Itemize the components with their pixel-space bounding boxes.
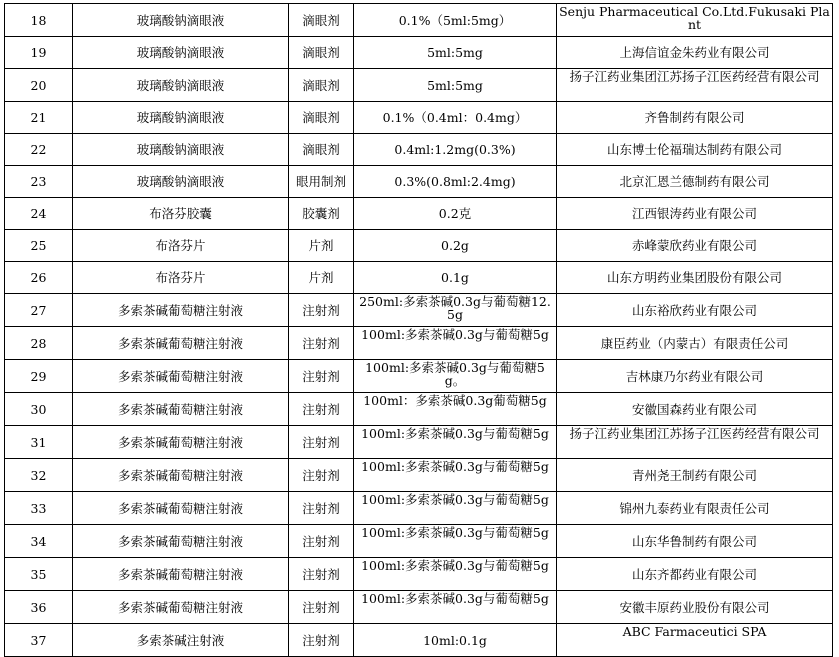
specification-cell: 10ml:0.1g [354,624,557,657]
company-cell: 青州尧王制药有限公司 [557,459,833,492]
table-row [5,591,833,624]
drug-name-cell: 多索茶碱葡萄糖注射液 [73,294,289,327]
row-number-cell: 18 [5,4,73,37]
table-row [5,198,833,230]
specification-cell: 100ml:多索茶碱0.3g与葡萄糖5g [354,426,557,459]
drug-name-cell: 多索茶碱葡萄糖注射液 [73,360,289,393]
dosage-form-cell: 滴眼剂 [289,102,354,134]
drug-name-cell: 多索茶碱葡萄糖注射液 [73,426,289,459]
table-row [5,492,833,525]
specification-cell: 100ml:多索茶碱0.3g与葡萄糖5g [354,492,557,525]
specification-cell: 0.4ml:1.2mg(0.3%) [354,134,557,166]
company-cell: 扬子江药业集团江苏扬子江医药经营有限公司 [557,69,833,102]
specification-cell: 100ml:多索茶碱0.3g与葡萄糖5g [354,591,557,624]
company-cell: 山东裕欣药业有限公司 [557,294,833,327]
dosage-form-cell: 片剂 [289,230,354,262]
row-number-cell: 28 [5,327,73,360]
row-number-cell: 30 [5,393,73,426]
specification-cell: 100ml：多索茶碱0.3g葡萄糖5g [354,393,557,426]
company-cell: Senju Pharmaceutical Co.Ltd.Fukusaki Plant [557,4,833,37]
company-cell: 安徽国森药业有限公司 [557,393,833,426]
table-row [5,459,833,492]
row-number-cell: 29 [5,360,73,393]
dosage-form-cell: 滴眼剂 [289,69,354,102]
row-number-cell: 36 [5,591,73,624]
company-cell: 锦州九泰药业有限责任公司 [557,492,833,525]
specification-cell: 0.2g [354,230,557,262]
dosage-form-cell: 注射剂 [289,492,354,525]
company-cell: 山东方明药业集团股份有限公司 [557,262,833,294]
specification-cell: 5ml:5mg [354,69,557,102]
table-row [5,393,833,426]
company-cell: 北京汇恩兰德制药有限公司 [557,166,833,198]
dosage-form-cell: 滴眼剂 [289,37,354,69]
dosage-form-cell: 注射剂 [289,327,354,360]
drug-name-cell: 玻璃酸钠滴眼液 [73,69,289,102]
drug-name-cell: 多索茶碱葡萄糖注射液 [73,492,289,525]
drug-name-cell: 多索茶碱葡萄糖注射液 [73,327,289,360]
specification-cell: 0.1%（5ml:5mg） [354,4,557,37]
company-cell: 安徽丰原药业股份有限公司 [557,591,833,624]
row-number-cell: 22 [5,134,73,166]
company-cell: ABC Farmaceutici SPA [557,624,833,657]
table-row [5,230,833,262]
company-cell: 江西银涛药业有限公司 [557,198,833,230]
drug-name-cell: 多索茶碱葡萄糖注射液 [73,525,289,558]
dosage-form-cell: 注射剂 [289,360,354,393]
drug-name-cell: 玻璃酸钠滴眼液 [73,134,289,166]
drug-name-cell: 玻璃酸钠滴眼液 [73,4,289,37]
specification-cell: 100ml:多索茶碱0.3g与葡萄糖5g [354,525,557,558]
table-row [5,294,833,327]
table-row [5,69,833,102]
drug-name-cell: 多索茶碱葡萄糖注射液 [73,393,289,426]
drug-name-cell: 多索茶碱葡萄糖注射液 [73,591,289,624]
specification-cell: 0.2克 [354,198,557,230]
dosage-form-cell: 注射剂 [289,624,354,657]
row-number-cell: 32 [5,459,73,492]
dosage-form-cell: 滴眼剂 [289,4,354,37]
row-number-cell: 24 [5,198,73,230]
specification-cell: 100ml:多索茶碱0.3g与葡萄糖5g [354,558,557,591]
drug-name-cell: 多索茶碱葡萄糖注射液 [73,558,289,591]
company-cell: 山东齐都药业有限公司 [557,558,833,591]
table-row [5,558,833,591]
dosage-form-cell: 注射剂 [289,459,354,492]
specification-cell: 5ml:5mg [354,37,557,69]
table-row [5,134,833,166]
specification-cell: 0.1%（0.4ml：0.4mg） [354,102,557,134]
row-number-cell: 21 [5,102,73,134]
table-row [5,426,833,459]
row-number-cell: 37 [5,624,73,657]
row-number-cell: 19 [5,37,73,69]
drug-list-table [4,3,833,657]
row-number-cell: 34 [5,525,73,558]
specification-cell: 0.1g [354,262,557,294]
company-cell: 齐鲁制药有限公司 [557,102,833,134]
specification-cell: 100ml:多索茶碱0.3g与葡萄糖5g [354,459,557,492]
table-row [5,4,833,37]
dosage-form-cell: 片剂 [289,262,354,294]
dosage-form-cell: 胶囊剂 [289,198,354,230]
company-cell: 山东华鲁制药有限公司 [557,525,833,558]
row-number-cell: 20 [5,69,73,102]
specification-cell: 250ml:多索茶碱0.3g与葡萄糖12.5g [354,294,557,327]
row-number-cell: 31 [5,426,73,459]
specification-cell: 100ml:多索茶碱0.3g与葡萄糖5g。 [354,360,557,393]
row-number-cell: 26 [5,262,73,294]
specification-cell: 0.3%(0.8ml:2.4mg) [354,166,557,198]
drug-name-cell: 玻璃酸钠滴眼液 [73,102,289,134]
dosage-form-cell: 注射剂 [289,558,354,591]
table-row [5,102,833,134]
dosage-form-cell: 注射剂 [289,525,354,558]
row-number-cell: 23 [5,166,73,198]
company-cell: 吉林康乃尔药业有限公司 [557,360,833,393]
dosage-form-cell: 滴眼剂 [289,134,354,166]
drug-name-cell: 玻璃酸钠滴眼液 [73,37,289,69]
drug-name-cell: 玻璃酸钠滴眼液 [73,166,289,198]
dosage-form-cell: 注射剂 [289,393,354,426]
table-body [5,4,833,657]
row-number-cell: 33 [5,492,73,525]
dosage-form-cell: 注射剂 [289,426,354,459]
dosage-form-cell: 注射剂 [289,591,354,624]
table-row [5,262,833,294]
table-row [5,360,833,393]
drug-name-cell: 多索茶碱注射液 [73,624,289,657]
row-number-cell: 35 [5,558,73,591]
company-cell: 上海信谊金朱药业有限公司 [557,37,833,69]
drug-name-cell: 布洛芬片 [73,262,289,294]
company-cell: 扬子江药业集团江苏扬子江医药经营有限公司 [557,426,833,459]
table-row [5,37,833,69]
dosage-form-cell: 眼用制剂 [289,166,354,198]
specification-cell: 100ml:多索茶碱0.3g与葡萄糖5g [354,327,557,360]
company-cell: 康臣药业（内蒙古）有限责任公司 [557,327,833,360]
row-number-cell: 27 [5,294,73,327]
drug-name-cell: 布洛芬胶囊 [73,198,289,230]
company-cell: 山东博士伦福瑞达制药有限公司 [557,134,833,166]
drug-name-cell: 布洛芬片 [73,230,289,262]
company-cell: 赤峰蒙欣药业有限公司 [557,230,833,262]
drug-name-cell: 多索茶碱葡萄糖注射液 [73,459,289,492]
table-row [5,327,833,360]
table-row [5,624,833,657]
table-row [5,166,833,198]
dosage-form-cell: 注射剂 [289,294,354,327]
row-number-cell: 25 [5,230,73,262]
table-row [5,525,833,558]
